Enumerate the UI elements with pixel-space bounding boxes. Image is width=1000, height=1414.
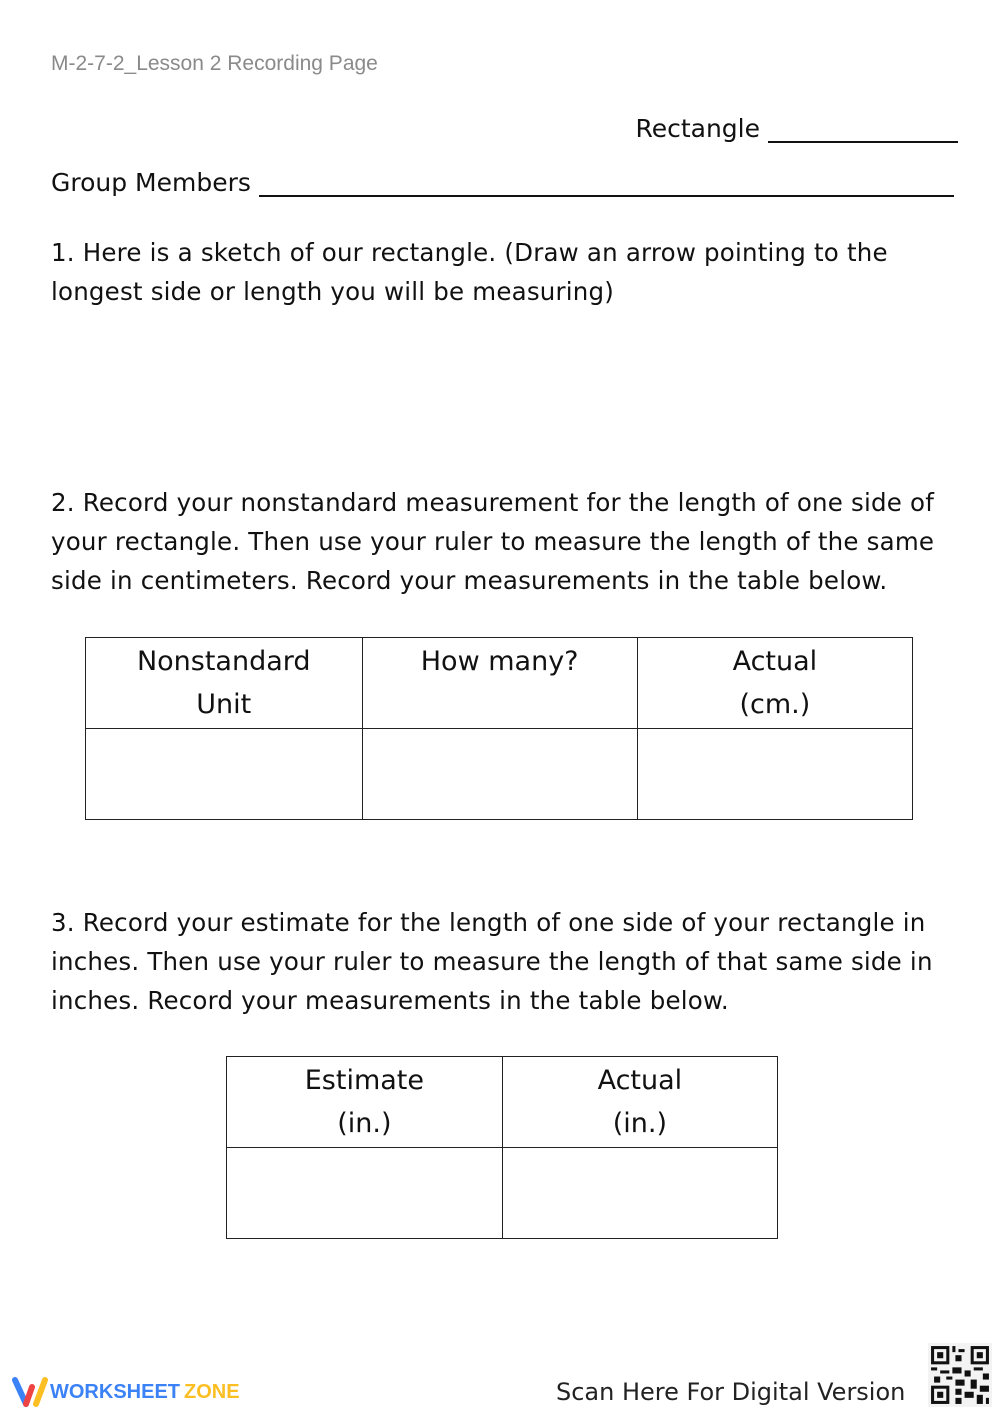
- actual-in-cell[interactable]: [502, 1148, 777, 1239]
- document-title: M-2-7-2_Lesson 2 Recording Page: [51, 52, 378, 75]
- group-members-field: [51, 168, 954, 197]
- rectangle-field: [635, 114, 958, 143]
- estimate-in-cell[interactable]: [227, 1148, 503, 1239]
- qr-code-icon[interactable]: [928, 1343, 992, 1407]
- nonstandard-measurement-table: [85, 637, 913, 820]
- header-cell: How many?: [362, 638, 637, 729]
- header-cell: Estimate (in.): [227, 1057, 503, 1148]
- question-1: 1. Here is a sketch of our rectangle. (Draw an arrow pointing to the longest side or length you will be measuring): [51, 238, 888, 306]
- brand-worksheet: WORKSHEET: [50, 1380, 180, 1403]
- worksheetzone-logo-icon: [10, 1375, 50, 1409]
- table-row: [227, 1148, 778, 1239]
- rectangle-label: Rectangle: [635, 114, 760, 143]
- worksheetzone-logo[interactable]: [10, 1375, 240, 1409]
- how-many-cell[interactable]: [362, 729, 637, 820]
- header-cell: Actual (in.): [502, 1057, 777, 1148]
- scan-digital-version-text: Scan Here For Digital Version: [556, 1378, 906, 1406]
- nonstandard-unit-cell[interactable]: [86, 729, 363, 820]
- group-members-blank-line[interactable]: [259, 169, 954, 197]
- brand-zone: ZONE: [184, 1380, 240, 1403]
- header-cell: Nonstandard Unit: [86, 638, 363, 729]
- header-cell: Actual (cm.): [637, 638, 912, 729]
- inches-measurement-table: [226, 1056, 778, 1239]
- group-members-label: Group Members: [51, 168, 251, 197]
- table-row: [86, 729, 913, 820]
- table-header-row: [86, 638, 913, 729]
- question-2: 2. Record your nonstandard measurement for the length of one side of your rectangle. Then use your ruler to measure the length of the same side in centimeters. Record your measurements in the table below.: [51, 488, 935, 595]
- table-header-row: [227, 1057, 778, 1148]
- rectangle-blank-line[interactable]: [768, 115, 958, 143]
- question-3: 3. Record your estimate for the length of one side of your rectangle in inches. Then use your ruler to measure the length of that same side in inches. Record your measurements in the table below.: [51, 908, 933, 1015]
- actual-cm-cell[interactable]: [637, 729, 912, 820]
